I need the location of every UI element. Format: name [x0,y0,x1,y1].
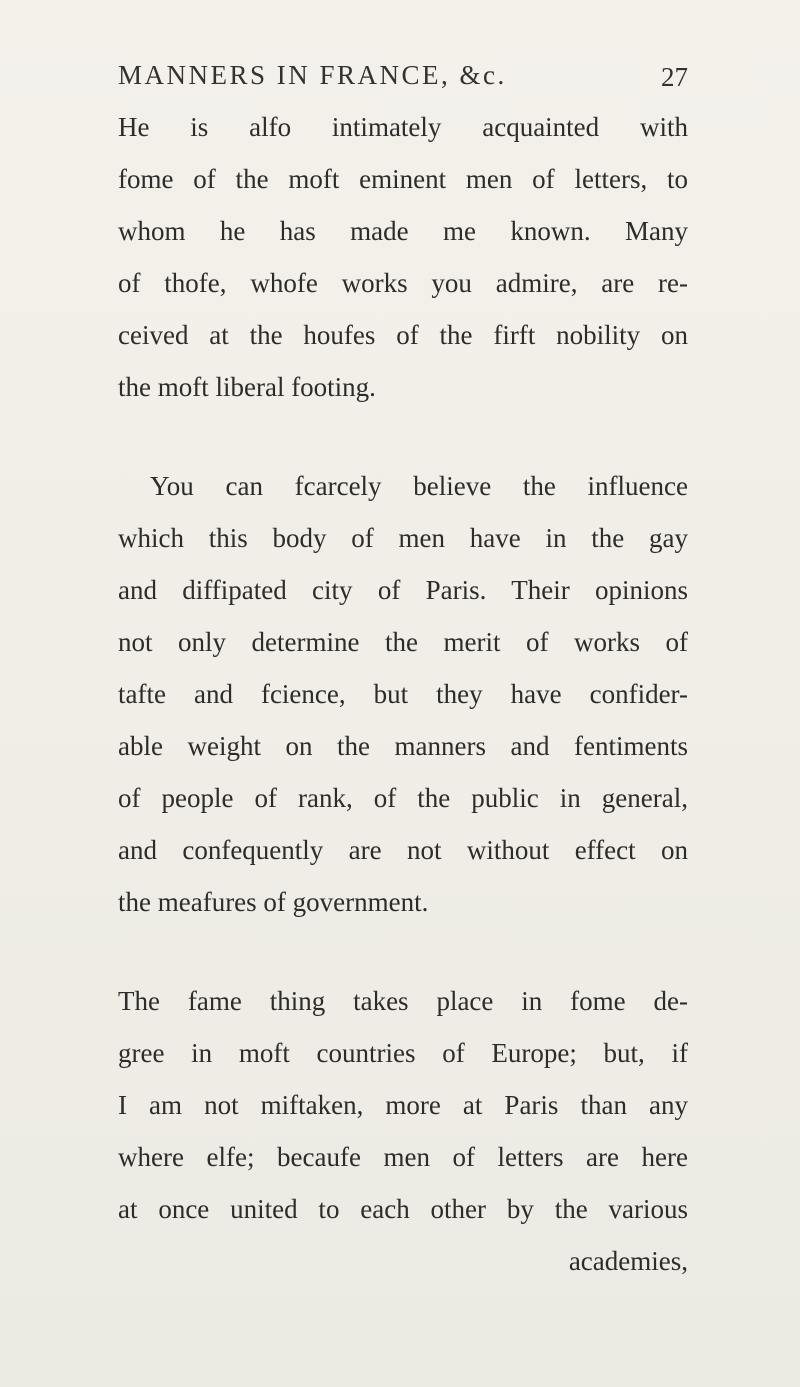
text-line: at once united to each other by the various [118,1194,688,1224]
text-line: able weight on the manners and fentiments [118,731,688,761]
text-line: I am not miftaken, more at Paris than any [118,1090,688,1120]
text-line: fome of the moft eminent men of letters, to [118,164,688,194]
text-line: which this body of men have in the gay [118,523,688,553]
text-line: the meafures of government. [118,887,429,917]
text-line: whom he has made me known. Many [118,216,688,246]
text-line: You can fcarcely believe the influence [150,471,688,501]
text-line: not only determine the merit of works of [118,627,688,657]
page-header [118,60,688,100]
text-line: and diffipated city of Paris. Their opinions [118,575,688,605]
text-line: He is alfo intimately acquainted with [118,112,688,142]
text-line: of people of rank, of the public in general, [118,783,688,813]
text-line: gree in moft countries of Europe; but, if [118,1038,688,1068]
page-number: 27 [661,62,688,92]
text-line: of thofe, whofe works you admire, are re- [118,268,688,298]
text-line: the moft liberal footing. [118,372,376,402]
catchword: academies, [568,1246,688,1276]
text-line: and confequently are not without effect on [118,835,688,865]
running-title: MANNERS IN FRANCE, &c. [118,60,507,90]
text-line: where elfe; becaufe men of letters are here [118,1142,688,1172]
text-line: ceived at the houfes of the firft nobility on [118,320,688,350]
text-line: The fame thing takes place in fome de- [118,986,688,1016]
text-line: tafte and fcience, but they have confider- [118,679,688,709]
